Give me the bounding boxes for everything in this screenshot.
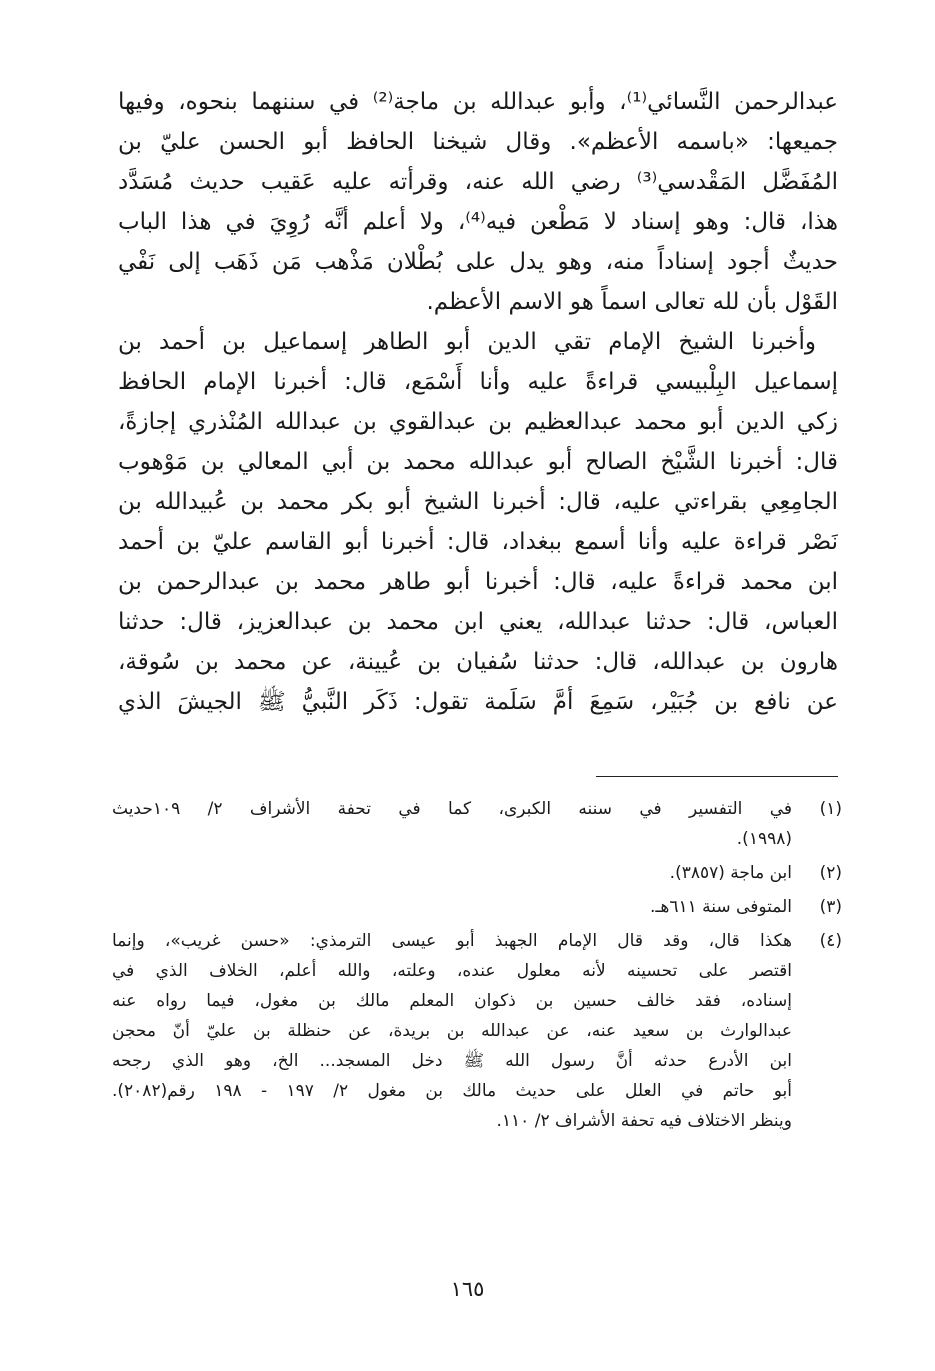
main-text-line: الجامِعِي بقراءتي عليه، قال: أخبرنا الشيخ أبو بكر محمد بن عُبيدالله بن	[118, 489, 838, 515]
footnote-number: (٣)	[819, 897, 842, 917]
main-text-line: وأخبرنا الشيخ الإمام تقي الدين أبو الطاهر إسماعيل بن أحمد بن	[118, 329, 816, 355]
main-text-line: جميعها: «باسمه الأعظم». وقال شيخنا الحافظ أبو الحسن عليّ بن	[118, 129, 838, 155]
footnote-line: المتوفى سنة ٦١١هـ.	[649, 897, 792, 917]
footnote-2	[112, 858, 842, 888]
footnote-line: عبدالوارث بن سعيد عنه، عن عبدالله بن بريدة، عن حنظلة بن عليّ أنّ محجن	[112, 1021, 792, 1041]
footnote-3	[112, 892, 842, 922]
main-text-line: زكي الدين أبو محمد عبدالعظيم بن عبدالقوي بن عبدالله المُنْذري إجازةً،	[118, 409, 838, 435]
footnote-4	[112, 926, 842, 1136]
footnote-line: ابن ماجة (٣٨٥٧).	[669, 863, 792, 883]
footnotes-block	[112, 794, 842, 1140]
footnote-1	[112, 794, 842, 854]
footnote-line: وينظر الاختلاف فيه تحفة الأشراف ٢/ ١١٠.	[496, 1111, 792, 1131]
main-text-line: عبدالرحمن النَّسائي⁽¹⁾، وأبو عبدالله بن ماجة⁽²⁾ في سننهما بنحوه، وفيها	[118, 89, 838, 115]
footnote-line: هكذا قال، وقد قال الإمام الجهبذ أبو عيسى الترمذي: «حسن غريب»، وإنما	[112, 931, 792, 951]
footnote-line: إسناده، فقد خالف حسين بن ذكوان المعلم مالك بن مغول، فيما رواه عنه	[112, 991, 792, 1011]
main-text-line: قال: أخبرنا الشَّيْخ الصالح أبو عبدالله محمد بن أبي المعالي بن مَوْهوب	[118, 449, 838, 475]
footnote-line: ابن الأدرع حدثه أنَّ رسول الله ﷺ دخل المسجد... الخ، وهو الذي رجحه	[112, 1051, 792, 1071]
main-text-line: ابن محمد قراءةً عليه، قال: أخبرنا أبو طاهر محمد بن عبدالرحمن بن	[118, 569, 838, 595]
footnote-body	[112, 794, 792, 854]
main-text-line: المُفَضَّل المَقْدسي⁽³⁾ رضي الله عنه، وقرأته عليه عَقيب حديث مُسَدَّد	[118, 169, 838, 195]
main-text-line: هارون بن عبدالله، قال: حدثنا سُفيان بن عُيينة، عن محمد بن سُوقة،	[118, 649, 838, 675]
main-text-line: هذا، قال: وهو إسناد لا مَطْعن فيه⁽⁴⁾، ولا أعلم أنَّه رُوِيَ في هذا الباب	[118, 209, 838, 235]
footnote-number: (١)	[819, 799, 842, 819]
main-text-line: نَصْر قراءة عليه وأنا أسمع ببغداد، قال: أخبرنا أبو القاسم عليّ بن أحمد	[118, 529, 838, 555]
footnote-body	[112, 892, 792, 922]
main-text-line: إسماعيل البِلْبيسي قراءةً عليه وأنا أَسْمَع، قال: أخبرنا الإمام الحافظ	[118, 369, 838, 395]
main-text-line: العباس، قال: حدثنا عبدالله، يعني ابن محمد بن عبدالعزيز، قال: حدثنا	[118, 609, 838, 635]
footnote-body	[112, 858, 792, 888]
page-number: ١٦٥	[450, 1277, 485, 1301]
footnote-separator	[596, 776, 838, 777]
footnote-line: في التفسير في سننه الكبرى، كما في تحفة الأشراف ٢/ ١٠٩حديث	[112, 799, 792, 819]
main-text-line: القَوْل بأن لله تعالى اسماً هو الاسم الأعظم.	[426, 289, 838, 315]
main-text-line: عن نافع بن جُبَيْر، سَمِعَ أمَّ سَلَمة تقول: ذَكَر النَّبيُّ ﷺ الجيشَ الذي	[118, 689, 838, 715]
footnote-number: (٤)	[819, 931, 842, 951]
footnote-body	[112, 926, 792, 1136]
footnote-number: (٢)	[819, 863, 842, 883]
footnote-line: اقتصر على تحسينه لأنه معلول عنده، وعلته، والله أعلم، الخلاف الذي في	[112, 961, 792, 981]
main-text-block	[118, 82, 838, 722]
footnote-line: (١٩٩٨).	[736, 829, 792, 849]
main-text-line: حديثٌ أجود إسناداً منه، وهو يدل على بُطْلان مَذْهب مَن ذَهَب إلى نَفْي	[118, 249, 838, 275]
footnote-line: أبو حاتم في العلل على حديث مالك بن مغول ٢/ ١٩٧ - ١٩٨ رقم(٢٠٨٢).	[112, 1081, 792, 1101]
